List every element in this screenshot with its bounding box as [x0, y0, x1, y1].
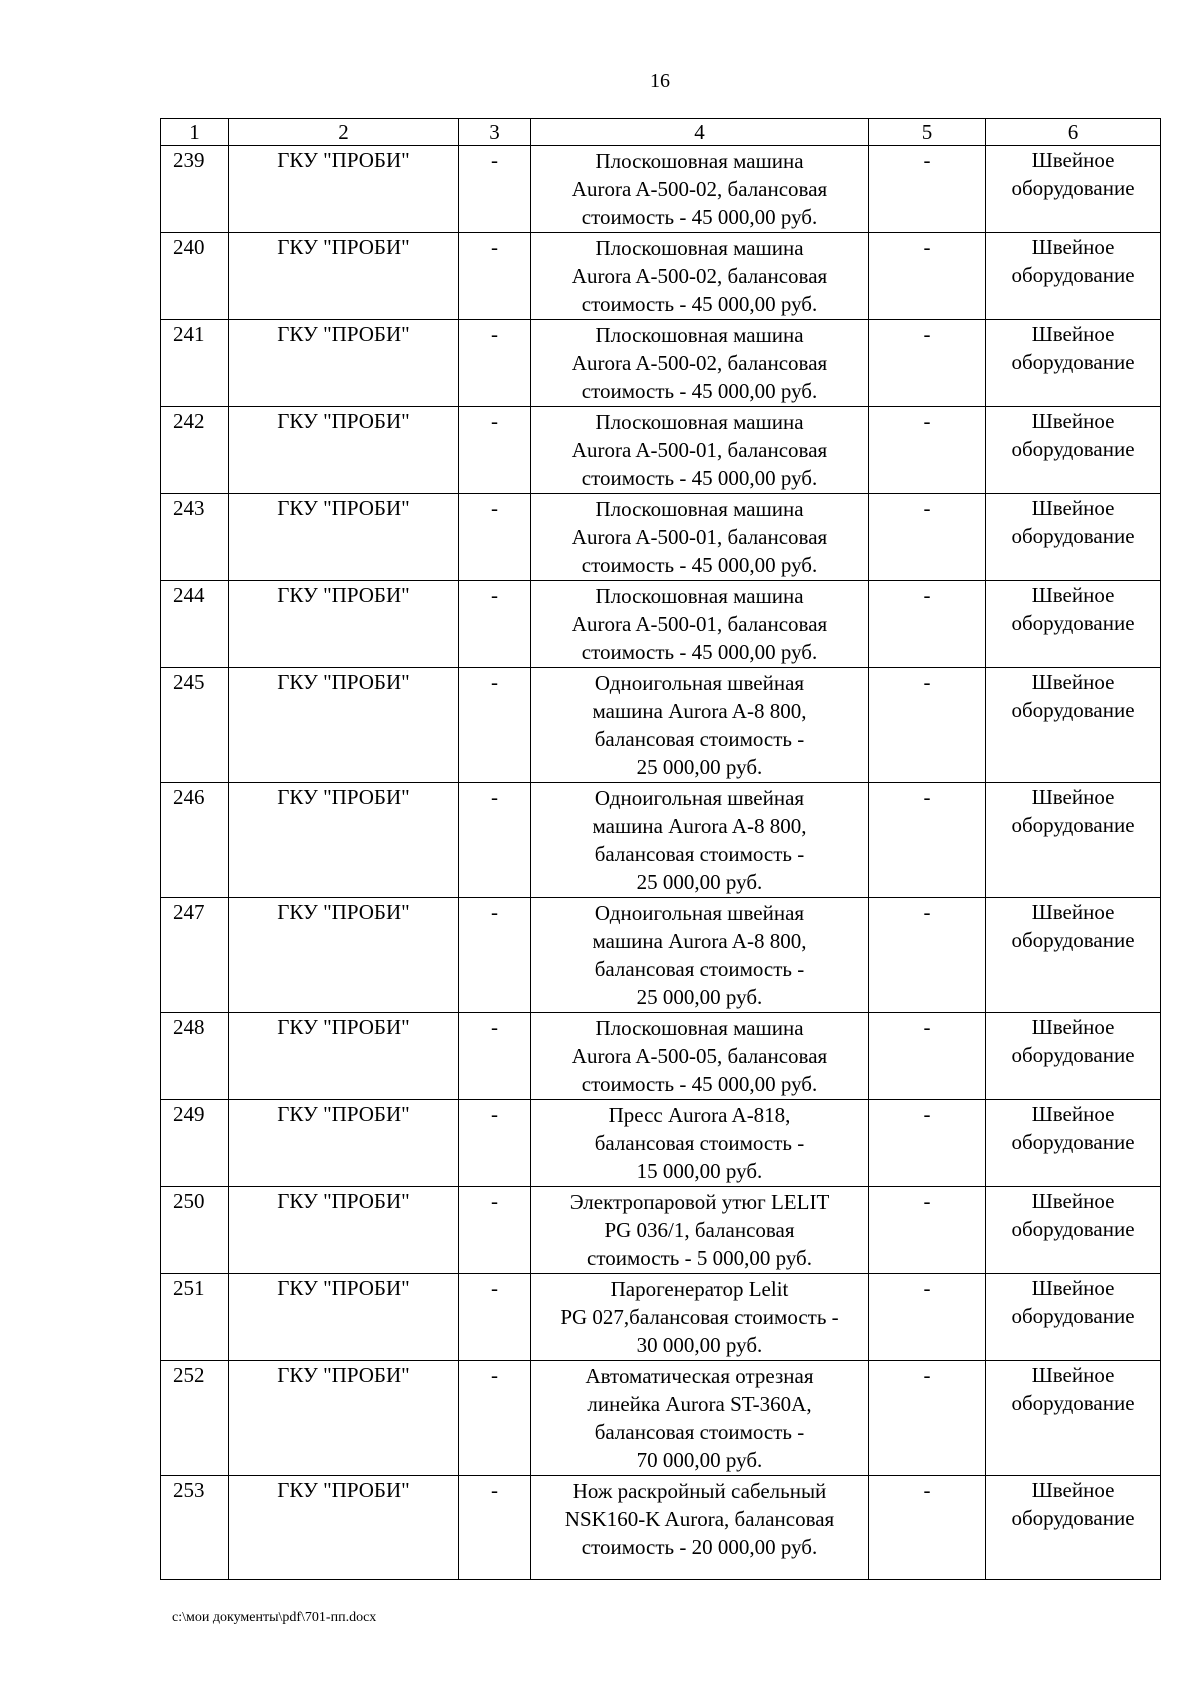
- category-cell-line: Швейное: [1031, 583, 1115, 607]
- table-row: [161, 581, 1161, 668]
- col3-cell: -: [459, 1274, 531, 1361]
- col5-cell: -: [869, 494, 986, 581]
- description-cell-line: Aurora A-500-01, балансовая: [571, 438, 828, 462]
- organization-cell: ГКУ "ПРОБИ": [229, 1100, 459, 1187]
- description-cell-line: Плоскошовная машина: [595, 236, 804, 260]
- description-cell-line: Aurora A-500-05, балансовая: [571, 1044, 828, 1068]
- col5-cell: -: [869, 407, 986, 494]
- description-cell-line: 70 000,00 руб.: [636, 1448, 763, 1472]
- category-cell-line: оборудование: [1011, 350, 1135, 374]
- organization-cell: ГКУ "ПРОБИ": [229, 1274, 459, 1361]
- row-number: 239: [161, 146, 229, 233]
- col3-cell: -: [459, 668, 531, 783]
- row-number: 245: [161, 668, 229, 783]
- category-cell-line: Швейное: [1031, 409, 1115, 433]
- description-cell-line: стоимость - 45 000,00 руб.: [581, 1072, 818, 1096]
- category-cell-line: Швейное: [1031, 148, 1115, 172]
- description-cell: [531, 1476, 869, 1580]
- row-number: 246: [161, 783, 229, 898]
- table-row: [161, 1100, 1161, 1187]
- description-cell-line: 25 000,00 руб.: [636, 755, 763, 779]
- organization-cell: ГКУ "ПРОБИ": [229, 898, 459, 1013]
- col5-cell: -: [869, 1361, 986, 1476]
- column-header: 4: [531, 119, 869, 146]
- category-cell-line: оборудование: [1011, 1391, 1135, 1415]
- description-cell-line: Aurora A-500-01, балансовая: [571, 612, 828, 636]
- column-header: 5: [869, 119, 986, 146]
- description-cell-line: балансовая стоимость -: [594, 957, 805, 981]
- col5-cell: -: [869, 668, 986, 783]
- category-cell-line: Швейное: [1031, 1015, 1115, 1039]
- col3-cell: -: [459, 581, 531, 668]
- description-cell-line: машина Aurora A-8 800,: [592, 814, 807, 838]
- row-number: 247: [161, 898, 229, 1013]
- description-cell-line: стоимость - 45 000,00 руб.: [581, 292, 818, 316]
- page-number: 16: [650, 70, 670, 92]
- row-number: 249: [161, 1100, 229, 1187]
- col3-cell: -: [459, 320, 531, 407]
- row-number: 242: [161, 407, 229, 494]
- description-cell-line: NSK160-K Aurora, балансовая: [564, 1507, 835, 1531]
- row-number: 240: [161, 233, 229, 320]
- description-cell-line: стоимость - 45 000,00 руб.: [581, 553, 818, 577]
- category-cell-line: Швейное: [1031, 322, 1115, 346]
- description-cell-line: Одноигольная швейная: [594, 901, 805, 925]
- description-cell-line: Пресс Aurora A-818,: [608, 1103, 791, 1127]
- description-cell-line: балансовая стоимость -: [594, 727, 805, 751]
- description-cell-line: машина Aurora A-8 800,: [592, 699, 807, 723]
- description-cell-line: Парогенератор Lelit: [610, 1277, 789, 1301]
- category-cell: [986, 1274, 1161, 1361]
- category-cell-line: оборудование: [1011, 1506, 1135, 1530]
- col5-cell: -: [869, 146, 986, 233]
- category-cell: [986, 898, 1161, 1013]
- category-cell-line: Швейное: [1031, 900, 1115, 924]
- table-row: [161, 146, 1161, 233]
- col3-cell: -: [459, 1100, 531, 1187]
- category-cell-line: оборудование: [1011, 1043, 1135, 1067]
- row-number: 243: [161, 494, 229, 581]
- organization-cell: ГКУ "ПРОБИ": [229, 1361, 459, 1476]
- table-row: [161, 668, 1161, 783]
- category-cell: [986, 407, 1161, 494]
- organization-cell: ГКУ "ПРОБИ": [229, 668, 459, 783]
- category-cell-line: оборудование: [1011, 1130, 1135, 1154]
- organization-cell: ГКУ "ПРОБИ": [229, 494, 459, 581]
- description-cell-line: Aurora A-500-02, балансовая: [571, 177, 828, 201]
- table-row: [161, 1361, 1161, 1476]
- col3-cell: -: [459, 1187, 531, 1274]
- category-cell: [986, 1187, 1161, 1274]
- col5-cell: -: [869, 1187, 986, 1274]
- category-cell-line: оборудование: [1011, 698, 1135, 722]
- organization-cell: ГКУ "ПРОБИ": [229, 783, 459, 898]
- category-cell: [986, 668, 1161, 783]
- category-cell-line: оборудование: [1011, 524, 1135, 548]
- description-cell-line: PG 027,балансовая стоимость -: [560, 1305, 839, 1329]
- description-cell: [531, 668, 869, 783]
- description-cell: [531, 783, 869, 898]
- table-row: [161, 494, 1161, 581]
- description-cell-line: 25 000,00 руб.: [636, 985, 763, 1009]
- category-cell: [986, 320, 1161, 407]
- description-cell: [531, 1274, 869, 1361]
- description-cell: [531, 407, 869, 494]
- category-cell-line: Швейное: [1031, 1276, 1115, 1300]
- col3-cell: -: [459, 494, 531, 581]
- col5-cell: -: [869, 233, 986, 320]
- file-path-footer: c:\мои документы\pdf\701-пп.docx: [172, 1610, 377, 1625]
- category-cell-line: оборудование: [1011, 1304, 1135, 1328]
- column-header: 1: [161, 119, 229, 146]
- description-cell-line: балансовая стоимость -: [594, 1131, 805, 1155]
- description-cell: [531, 1187, 869, 1274]
- description-cell-line: Одноигольная швейная: [594, 786, 805, 810]
- description-cell-line: PG 036/1, балансовая: [604, 1218, 795, 1242]
- description-cell-line: стоимость - 45 000,00 руб.: [581, 379, 818, 403]
- category-cell-line: оборудование: [1011, 1217, 1135, 1241]
- category-cell-line: Швейное: [1031, 1478, 1115, 1502]
- header-row: [161, 119, 1161, 146]
- description-cell-line: Автоматическая отрезная: [585, 1364, 814, 1388]
- table-body: [161, 146, 1161, 1580]
- table-row: [161, 1013, 1161, 1100]
- description-cell: [531, 320, 869, 407]
- category-cell: [986, 233, 1161, 320]
- description-cell-line: Плоскошовная машина: [595, 584, 804, 608]
- organization-cell: ГКУ "ПРОБИ": [229, 146, 459, 233]
- row-number: 252: [161, 1361, 229, 1476]
- category-cell-line: оборудование: [1011, 813, 1135, 837]
- description-cell-line: Плоскошовная машина: [595, 410, 804, 434]
- property-table: [160, 118, 1161, 1580]
- organization-cell: ГКУ "ПРОБИ": [229, 407, 459, 494]
- category-cell-line: Швейное: [1031, 785, 1115, 809]
- description-cell: [531, 898, 869, 1013]
- description-cell-line: стоимость - 20 000,00 руб.: [581, 1535, 818, 1559]
- description-cell: [531, 581, 869, 668]
- col5-cell: -: [869, 1013, 986, 1100]
- description-cell-line: стоимость - 45 000,00 руб.: [581, 640, 818, 664]
- col3-cell: -: [459, 783, 531, 898]
- description-cell-line: Плоскошовная машина: [595, 1016, 804, 1040]
- description-cell-line: Aurora A-500-02, балансовая: [571, 264, 828, 288]
- col3-cell: -: [459, 1013, 531, 1100]
- description-cell-line: балансовая стоимость -: [594, 1420, 805, 1444]
- row-number: 241: [161, 320, 229, 407]
- col3-cell: -: [459, 1361, 531, 1476]
- col3-cell: -: [459, 898, 531, 1013]
- description-cell-line: Aurora A-500-02, балансовая: [571, 351, 828, 375]
- description-cell-line: Электропаровой утюг LELIT: [569, 1190, 830, 1214]
- col5-cell: -: [869, 1274, 986, 1361]
- description-cell-line: стоимость - 45 000,00 руб.: [581, 466, 818, 490]
- description-cell: [531, 233, 869, 320]
- description-cell-line: 30 000,00 руб.: [636, 1333, 763, 1357]
- col3-cell: -: [459, 146, 531, 233]
- column-header: 2: [229, 119, 459, 146]
- description-cell-line: стоимость - 5 000,00 руб.: [587, 1246, 812, 1270]
- category-cell-line: Швейное: [1031, 1102, 1115, 1126]
- table-row: [161, 407, 1161, 494]
- row-number: 244: [161, 581, 229, 668]
- table-row: [161, 1476, 1161, 1580]
- category-cell: [986, 783, 1161, 898]
- organization-cell: ГКУ "ПРОБИ": [229, 581, 459, 668]
- category-cell-line: оборудование: [1011, 437, 1135, 461]
- category-cell-line: Швейное: [1031, 670, 1115, 694]
- col5-cell: -: [869, 1476, 986, 1580]
- description-cell-line: Плоскошовная машина: [595, 497, 804, 521]
- description-cell-line: балансовая стоимость -: [594, 842, 805, 866]
- col5-cell: -: [869, 1100, 986, 1187]
- description-cell-line: стоимость - 45 000,00 руб.: [581, 205, 818, 229]
- description-cell: [531, 1100, 869, 1187]
- organization-cell: ГКУ "ПРОБИ": [229, 1476, 459, 1580]
- organization-cell: ГКУ "ПРОБИ": [229, 233, 459, 320]
- category-cell-line: Швейное: [1031, 1363, 1115, 1387]
- table-row: [161, 1187, 1161, 1274]
- category-cell-line: оборудование: [1011, 263, 1135, 287]
- description-cell: [531, 1361, 869, 1476]
- category-cell-line: Швейное: [1031, 1189, 1115, 1213]
- description-cell-line: 15 000,00 руб.: [636, 1159, 763, 1183]
- category-cell: [986, 1476, 1161, 1580]
- col3-cell: -: [459, 233, 531, 320]
- description-cell-line: Нож раскройный сабельный: [572, 1479, 827, 1503]
- category-cell-line: Швейное: [1031, 235, 1115, 259]
- category-cell-line: Швейное: [1031, 496, 1115, 520]
- row-number: 253: [161, 1476, 229, 1580]
- category-cell-line: оборудование: [1011, 176, 1135, 200]
- description-cell-line: Одноигольная швейная: [594, 671, 805, 695]
- table-row: [161, 320, 1161, 407]
- category-cell: [986, 146, 1161, 233]
- description-cell-line: машина Aurora A-8 800,: [592, 929, 807, 953]
- category-cell-line: оборудование: [1011, 611, 1135, 635]
- table-row: [161, 783, 1161, 898]
- category-cell: [986, 1013, 1161, 1100]
- description-cell-line: Плоскошовная машина: [595, 323, 804, 347]
- col3-cell: -: [459, 1476, 531, 1580]
- description-cell: [531, 494, 869, 581]
- col5-cell: -: [869, 783, 986, 898]
- col5-cell: -: [869, 581, 986, 668]
- organization-cell: ГКУ "ПРОБИ": [229, 320, 459, 407]
- description-cell-line: 25 000,00 руб.: [636, 870, 763, 894]
- row-number: 251: [161, 1274, 229, 1361]
- col5-cell: -: [869, 898, 986, 1013]
- row-number: 250: [161, 1187, 229, 1274]
- category-cell: [986, 494, 1161, 581]
- category-cell: [986, 1361, 1161, 1476]
- category-cell-line: оборудование: [1011, 928, 1135, 952]
- category-cell: [986, 1100, 1161, 1187]
- description-cell-line: Aurora A-500-01, балансовая: [571, 525, 828, 549]
- table-row: [161, 1274, 1161, 1361]
- table-row: [161, 898, 1161, 1013]
- organization-cell: ГКУ "ПРОБИ": [229, 1187, 459, 1274]
- organization-cell: ГКУ "ПРОБИ": [229, 1013, 459, 1100]
- description-cell-line: Плоскошовная машина: [595, 149, 804, 173]
- category-cell: [986, 581, 1161, 668]
- column-header: 3: [459, 119, 531, 146]
- column-header: 6: [986, 119, 1161, 146]
- row-number: 248: [161, 1013, 229, 1100]
- col3-cell: -: [459, 407, 531, 494]
- description-cell: [531, 1013, 869, 1100]
- table-row: [161, 233, 1161, 320]
- col5-cell: -: [869, 320, 986, 407]
- description-cell-line: линейка Aurora ST-360A,: [587, 1392, 812, 1416]
- description-cell: [531, 146, 869, 233]
